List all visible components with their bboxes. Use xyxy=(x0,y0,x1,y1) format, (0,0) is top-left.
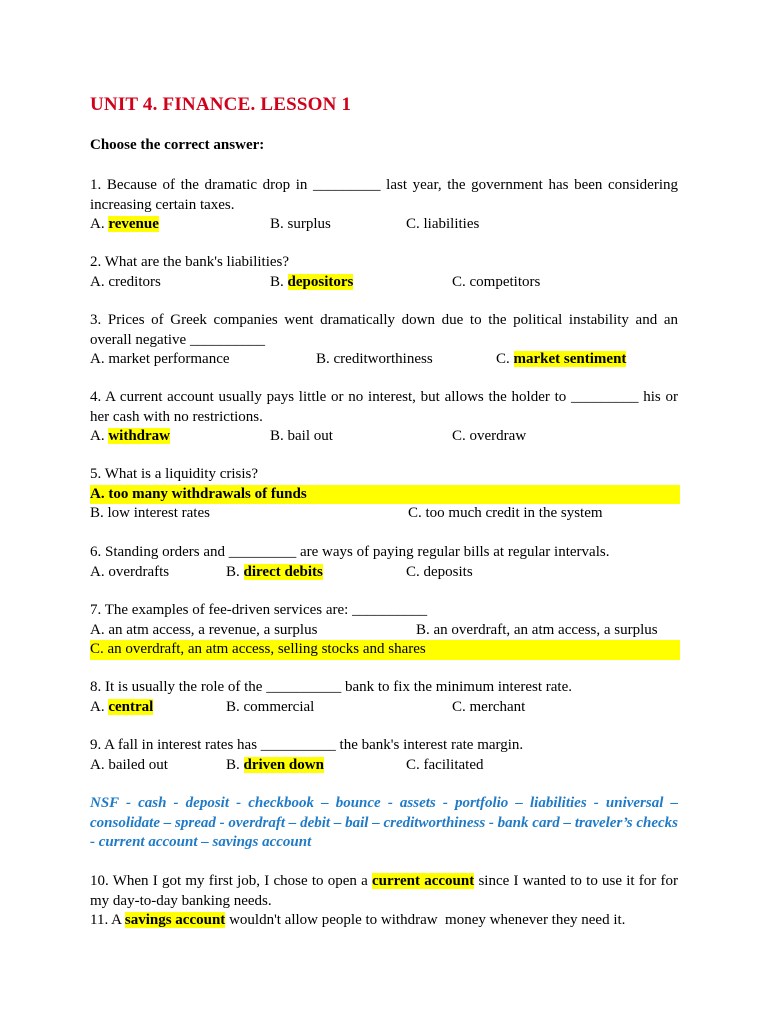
options-row xyxy=(90,350,678,370)
question-stem: 1. Because of the dramatic drop in _________ last year, the government has been considering increasing certain taxes. xyxy=(90,177,678,213)
correct-answer: C. an overdraft, an atm access, selling stocks and shares xyxy=(90,641,426,657)
option-c[interactable]: C. facilitated xyxy=(406,756,484,773)
options-row xyxy=(90,215,678,235)
question-stem: 8. It is usually the role of the __________ bank to fix the minimum interest rate. xyxy=(90,679,572,695)
question-stem: 2. What are the bank's liabilities? xyxy=(90,254,290,270)
question-stem: 4. A current account usually pays little or no interest, but allows the holder to _________ his or her cash with no restrictions. xyxy=(90,389,678,425)
option-b[interactable]: B. direct debits xyxy=(226,563,323,580)
option-a[interactable]: A. revenue xyxy=(90,216,159,232)
option-b[interactable]: B. commercial xyxy=(226,698,315,715)
option-b[interactable]: B. depositors xyxy=(270,273,354,290)
option-a[interactable]: A. creditors xyxy=(90,273,161,290)
question-1 xyxy=(90,176,678,235)
option-a[interactable]: A. withdraw xyxy=(90,428,171,444)
option-b[interactable]: B. surplus xyxy=(270,216,331,232)
option-c[interactable]: C. overdraw xyxy=(452,428,527,444)
option-b[interactable]: B. bail out xyxy=(270,428,333,444)
page-title: UNIT 4. FINANCE. LESSON 1 xyxy=(90,94,352,115)
correct-answer: central xyxy=(108,698,154,715)
question-stem: 6. Standing orders and _________ are ways of paying regular bills at regular intervals. xyxy=(90,544,610,560)
option-a[interactable]: A. bailed out xyxy=(90,756,168,773)
question-stem: 5. What is a liquidity crisis? xyxy=(90,466,259,482)
options-row xyxy=(90,504,678,524)
option-a[interactable]: A. an atm access, a revenue, a surplus xyxy=(90,621,318,638)
option-a[interactable]: A. central xyxy=(90,698,154,715)
option-a[interactable]: A. overdrafts xyxy=(90,563,170,580)
question-3 xyxy=(90,311,678,370)
question-5 xyxy=(90,465,678,524)
correct-answer: market sentiment xyxy=(513,351,627,367)
correct-answer: depositors xyxy=(287,273,354,290)
correct-answer: revenue xyxy=(108,216,159,232)
option-b[interactable]: B. an overdraft, an atm access, a surplus xyxy=(416,621,658,638)
question-stem: 3. Prices of Greek companies went dramatically down due to the political instability and an overall negative __________ xyxy=(90,312,678,348)
word-bank: NSF - cash - deposit - checkbook – bounce - assets - portfolio – liabilities - universal – consolidate – spread - overdraft – debit – bail – creditworthiness - bank card – traveler’s checks - current account – savings account xyxy=(90,795,678,850)
option-c[interactable]: C. market sentiment xyxy=(496,351,627,367)
options-row xyxy=(90,698,678,718)
question-9 xyxy=(90,736,678,775)
option-c[interactable]: C. too much credit in the system xyxy=(408,505,603,521)
question-2 xyxy=(90,253,678,292)
correct-answer: driven down xyxy=(243,756,324,773)
question-stem: 9. A fall in interest rates has __________ the bank's interest rate margin. xyxy=(90,737,524,753)
correct-answer: A. too many withdrawals of funds xyxy=(90,485,307,502)
question-4 xyxy=(90,388,678,447)
correct-answer: direct debits xyxy=(243,563,323,580)
options-row xyxy=(90,273,678,293)
filled-answer: savings account xyxy=(124,912,226,928)
options-row xyxy=(90,427,678,447)
sentence-10: 10. When I got my first job, I chose to open a current account since I wanted to to use it for for my day-to-day banking needs. xyxy=(90,873,679,909)
option-c[interactable] xyxy=(90,640,680,660)
correct-answer: withdraw xyxy=(108,428,171,444)
option-b[interactable]: B. driven down xyxy=(226,756,324,773)
option-a[interactable] xyxy=(90,485,680,505)
option-c[interactable]: C. deposits xyxy=(406,563,473,580)
sentence-11: 11. A savings account wouldn't allow people to withdraw money whenever they need it. xyxy=(90,912,626,928)
question-8 xyxy=(90,678,678,717)
options-row xyxy=(90,563,678,583)
question-6 xyxy=(90,543,678,582)
option-c[interactable]: C. competitors xyxy=(452,273,541,290)
instructions: Choose the correct answer: xyxy=(90,137,265,153)
filled-answer: current account xyxy=(371,873,475,889)
option-b[interactable]: B. low interest rates xyxy=(90,505,210,521)
option-b[interactable]: B. creditworthiness xyxy=(316,351,433,367)
question-stem: 7. The examples of fee-driven services are: __________ xyxy=(90,602,428,618)
option-c[interactable]: C. liabilities xyxy=(406,216,480,232)
option-c[interactable]: C. merchant xyxy=(452,698,526,715)
options-row xyxy=(90,621,678,641)
options-row xyxy=(90,756,678,776)
question-7 xyxy=(90,601,678,660)
option-a[interactable]: A. market performance xyxy=(90,351,230,367)
